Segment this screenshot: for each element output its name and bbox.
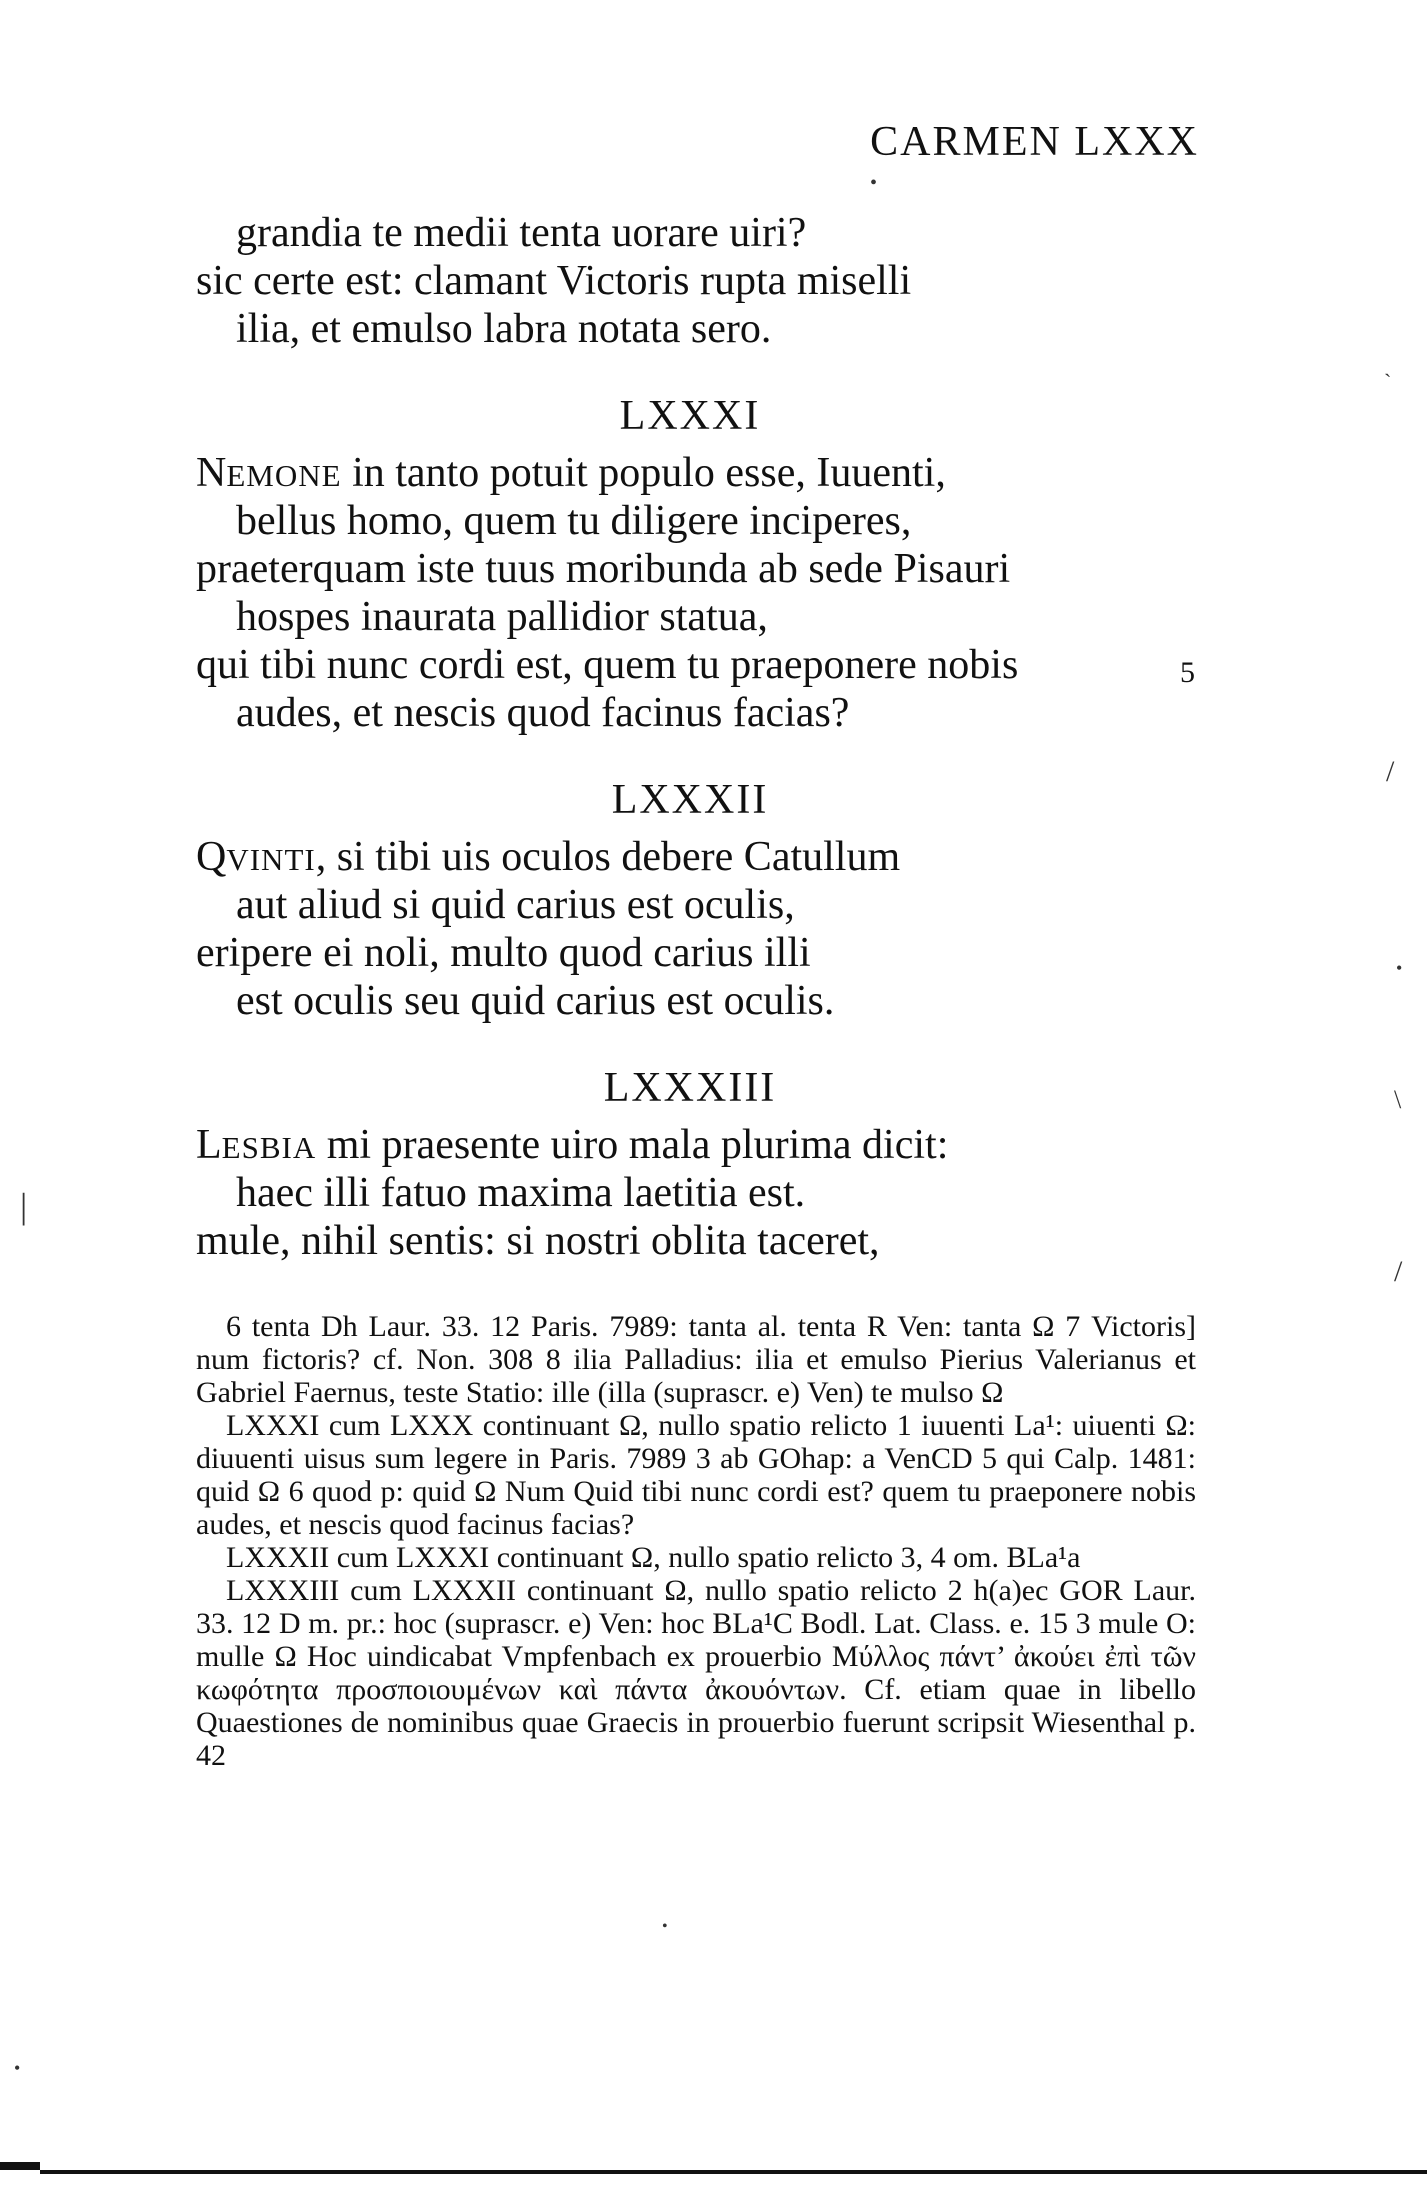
verse-line: qui tibi nunc cordi est, quem tu praeponere nobis <box>196 642 1019 688</box>
apparatus-entry: LXXXII cum LXXXI continuant Ω, nullo spatio relicto 3, 4 om. BLa¹a <box>226 1541 1081 1574</box>
running-head: CARMEN LXXX <box>870 119 1199 165</box>
verse-line: ilia, et emulso labra notata sero. <box>236 306 772 352</box>
initial-capital: L <box>196 1122 222 1168</box>
scan-mark: | <box>20 1186 28 1226</box>
apparatus-entry: LXXXIII cum LXXXII continuant Ω, nullo spatio relicto 2 h(a)ec GOR Laur. 33. 12 D m. pr.: hoc (suprascr. e) Ven: hoc BLa¹C Bodl. Lat. Class. e. 15 3 mule O: mulle Ω Hoc uindicabat Vmpfenbach ex prouerbio Μύλλος πάντ’ ἀκούει ἐπὶ τῶν κωφότητα προσποιουμένων καὶ πάντα ἀκουόντων. Cf. etiam quae in libello Quaestiones de nominibus quae Graecis in prouerbio fuerunt scripsit Wiesenthal p. 42 <box>196 1574 1197 1772</box>
verse-line: grandia te medii tenta uorare uiri? <box>236 210 807 256</box>
verse-line: bellus homo, quem tu diligere inciperes, <box>236 498 912 544</box>
scan-mark: ˏ <box>1384 352 1392 377</box>
verse-line: audes, et nescis quod facinus facias? <box>236 690 850 736</box>
critical-apparatus <box>196 1310 1196 1772</box>
verse-line: haec illi fatuo maxima laetitia est. <box>236 1170 806 1216</box>
scan-mark: • <box>1396 958 1403 978</box>
verse-text: mi praesente uiro mala plurima dicit: <box>316 1122 949 1168</box>
verse-line: est oculis seu quid carius est oculis. <box>236 978 835 1024</box>
page-bottom-rule <box>40 2170 1427 2174</box>
verse-line: mule, nihil sentis: si nostri oblita taceret, <box>196 1218 880 1264</box>
apparatus-entry: 6 tenta Dh Laur. 33. 12 Paris. 7989: tanta al. tenta R Ven: tanta Ω 7 Victoris] num fictoris? cf. Non. 308 8 ilia Palladius: ilia et emulso Pierius Valerianus et Gabriel Faernus, teste Statio: ille (illa (suprascr. e) Ven) te mulso Ω <box>196 1310 1196 1409</box>
verse-text: , si tibi uis oculos debere Catullum <box>315 834 901 880</box>
line-number: 5 <box>1180 656 1195 689</box>
scan-mark: / <box>1386 755 1395 788</box>
verse-line: hospes inaurata pallidior statua, <box>236 594 768 640</box>
poem-title: LXXXI <box>619 393 761 439</box>
scan-mark: • <box>662 1918 668 1935</box>
small-caps-word: VINTI <box>226 842 316 877</box>
scan-mark: / <box>1394 1255 1403 1288</box>
verse-line <box>196 452 946 494</box>
verse-line: praeterquam iste tuus moribunda ab sede Pisauri <box>196 546 1011 592</box>
verse-text: in tanto potuit populo esse, Iuuenti, <box>341 450 946 496</box>
poem-title: LXXXIII <box>603 1065 777 1111</box>
verse-line: sic certe est: clamant Victoris rupta miselli <box>196 258 912 304</box>
verse-line <box>196 1124 948 1166</box>
small-caps-word: EMONE <box>226 458 342 493</box>
initial-capital: Q <box>196 834 227 880</box>
verse-line: eripere ei noli, multo quod carius illi <box>196 930 811 976</box>
scan-mark: \ <box>1394 1085 1402 1114</box>
initial-capital: N <box>196 450 227 496</box>
small-caps-word: ESBIA <box>221 1130 317 1165</box>
scan-mark: • <box>870 172 878 194</box>
apparatus-entry: LXXXI cum LXXX continuant Ω, nullo spatio relicto 1 iuuenti La¹: uiuenti Ω: diuuenti uisus sum legere in Paris. 7989 3 ab GOhap: a VenCD 5 qui Calp. 1481: quid Ω 6 quod p: quid Ω Num Quid tibi nunc cordi est? quem tu praeponere nobis audes, et nescis quod facinus facias? <box>196 1409 1196 1541</box>
poem-title: LXXXII <box>611 777 769 823</box>
scan-edge-mark <box>0 2162 40 2170</box>
verse-line <box>196 836 900 878</box>
scan-mark: • <box>14 2058 21 2078</box>
verse-line: aut aliud si quid carius est oculis, <box>236 882 795 928</box>
